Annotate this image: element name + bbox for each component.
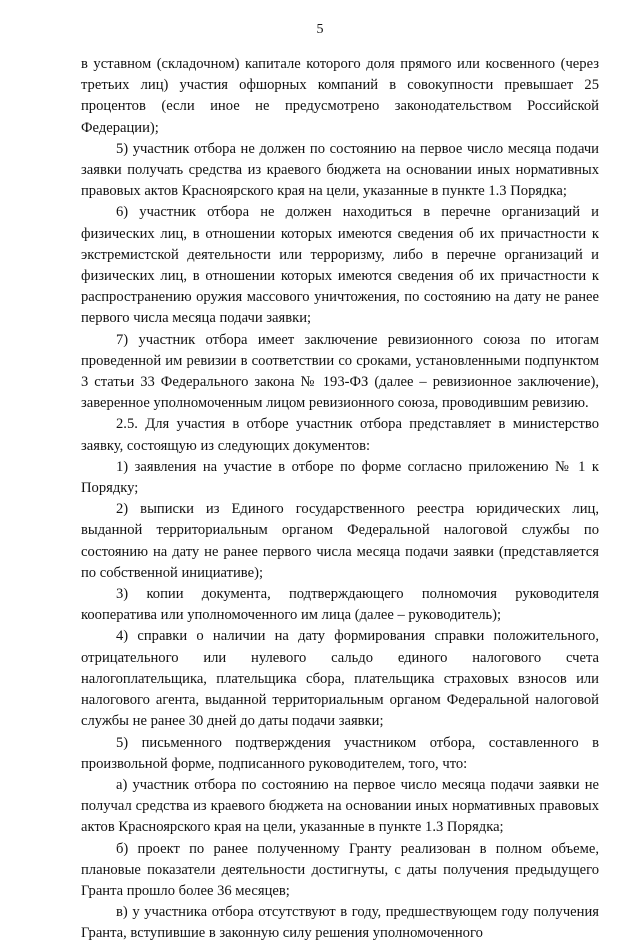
paragraph-item-6-extremism-lists: 6) участник отбора не должен находиться в перечне организаций и физических лиц, в отношении которых имеются сведения об их причастности к экстремистской деятельности или терроризму, либо в перечне организаций и физических лиц, в отношении которых имеются сведения об их причастности к распространению оружия массового уничтожения, по состоянию на дату не ранее первого числа месяца подачи заявки;	[81, 204, 599, 327]
paragraph-sub-b-previous-grant: б) проект по ранее полученному Гранту реализован в полном объеме, плановые показатели деятельности достигнуты, с даты получения предыдущего Гранта прошло более 36 месяцев;	[81, 840, 599, 899]
paragraph-doc-4-tax-certificate: 4) справки о наличии на дату формирования справки положительного, отрицательного или нулевого сальдо единого налогового счета налогоплательщика, плательщика сбора, плательщика страховых взносов или налогового агента, выданной территориальным органом Федеральной налоговой службы не ранее 30 дней до даты подачи заявки;	[81, 628, 599, 730]
page-number: 5	[316, 22, 324, 37]
paragraph-item-7-audit-conclusion: 7) участник отбора имеет заключение ревизионного союза по итогам проведенной им ревизии в соответствии со сроками, установленными подпунктом 3 статьи 33 Федерального закона № 193-ФЗ (далее – ревизионное заключение), заверенное уполномоченным лицом ревизионного союза, проводившим ревизию.	[81, 331, 599, 412]
paragraph-sub-v-court-decisions: в) у участника отбора отсутствуют в году, предшествующем году получения Гранта, вступившие в законную силу решения уполномоченного	[81, 904, 599, 942]
paragraph-doc-1-application-form: 1) заявления на участие в отборе по форме согласно приложению № 1 к Порядку;	[81, 458, 599, 497]
paragraph-offshore-continuation: в уставном (складочном) капитале которого доля прямого или косвенного (через третьих лиц) участия офшорных компаний в совокупности превышает 25 процентов (если иное не предусмотрено законодательством Российской Федерации);	[81, 56, 599, 136]
paragraph-doc-2-egrul-extract: 2) выписки из Единого государственного реестра юридических лиц, выданной территориальным органом Федеральной налоговой службы по состоянию на дату не ранее первого числа месяца подачи заявки (представляется по собственной инициативе);	[81, 501, 599, 581]
paragraph-doc-5-written-confirmation: 5) письменного подтверждения участником отбора, составленного в произвольной форме, подписанного руководителем, того, что:	[81, 734, 599, 772]
paragraph-sub-a-no-budget-funds: а) участник отбора по состоянию на первое число месяца подачи заявки не получал средства из краевого бюджета на основании иных нормативных правовых актов Красноярского края на цели, указанные в пункте 1.3 Порядка;	[81, 776, 599, 836]
paragraph-doc-3-authority-copy: 3) копии документа, подтверждающего полномочия руководителя кооператива или уполномоченного им лица (далее – руководитель);	[81, 586, 599, 624]
paragraph-item-5-budget-funds: 5) участник отбора не должен по состоянию на первое число месяца подачи заявки получать средства из краевого бюджета на основании иных нормативных правовых актов Красноярского края на цели, указанные в пункте 1.3 Порядка;	[81, 140, 599, 200]
paragraph-2-5-application: 2.5. Для участия в отборе участник отбора представляет в министерство заявку, состоящую из следующих документов:	[81, 416, 599, 454]
document-body	[81, 54, 599, 945]
